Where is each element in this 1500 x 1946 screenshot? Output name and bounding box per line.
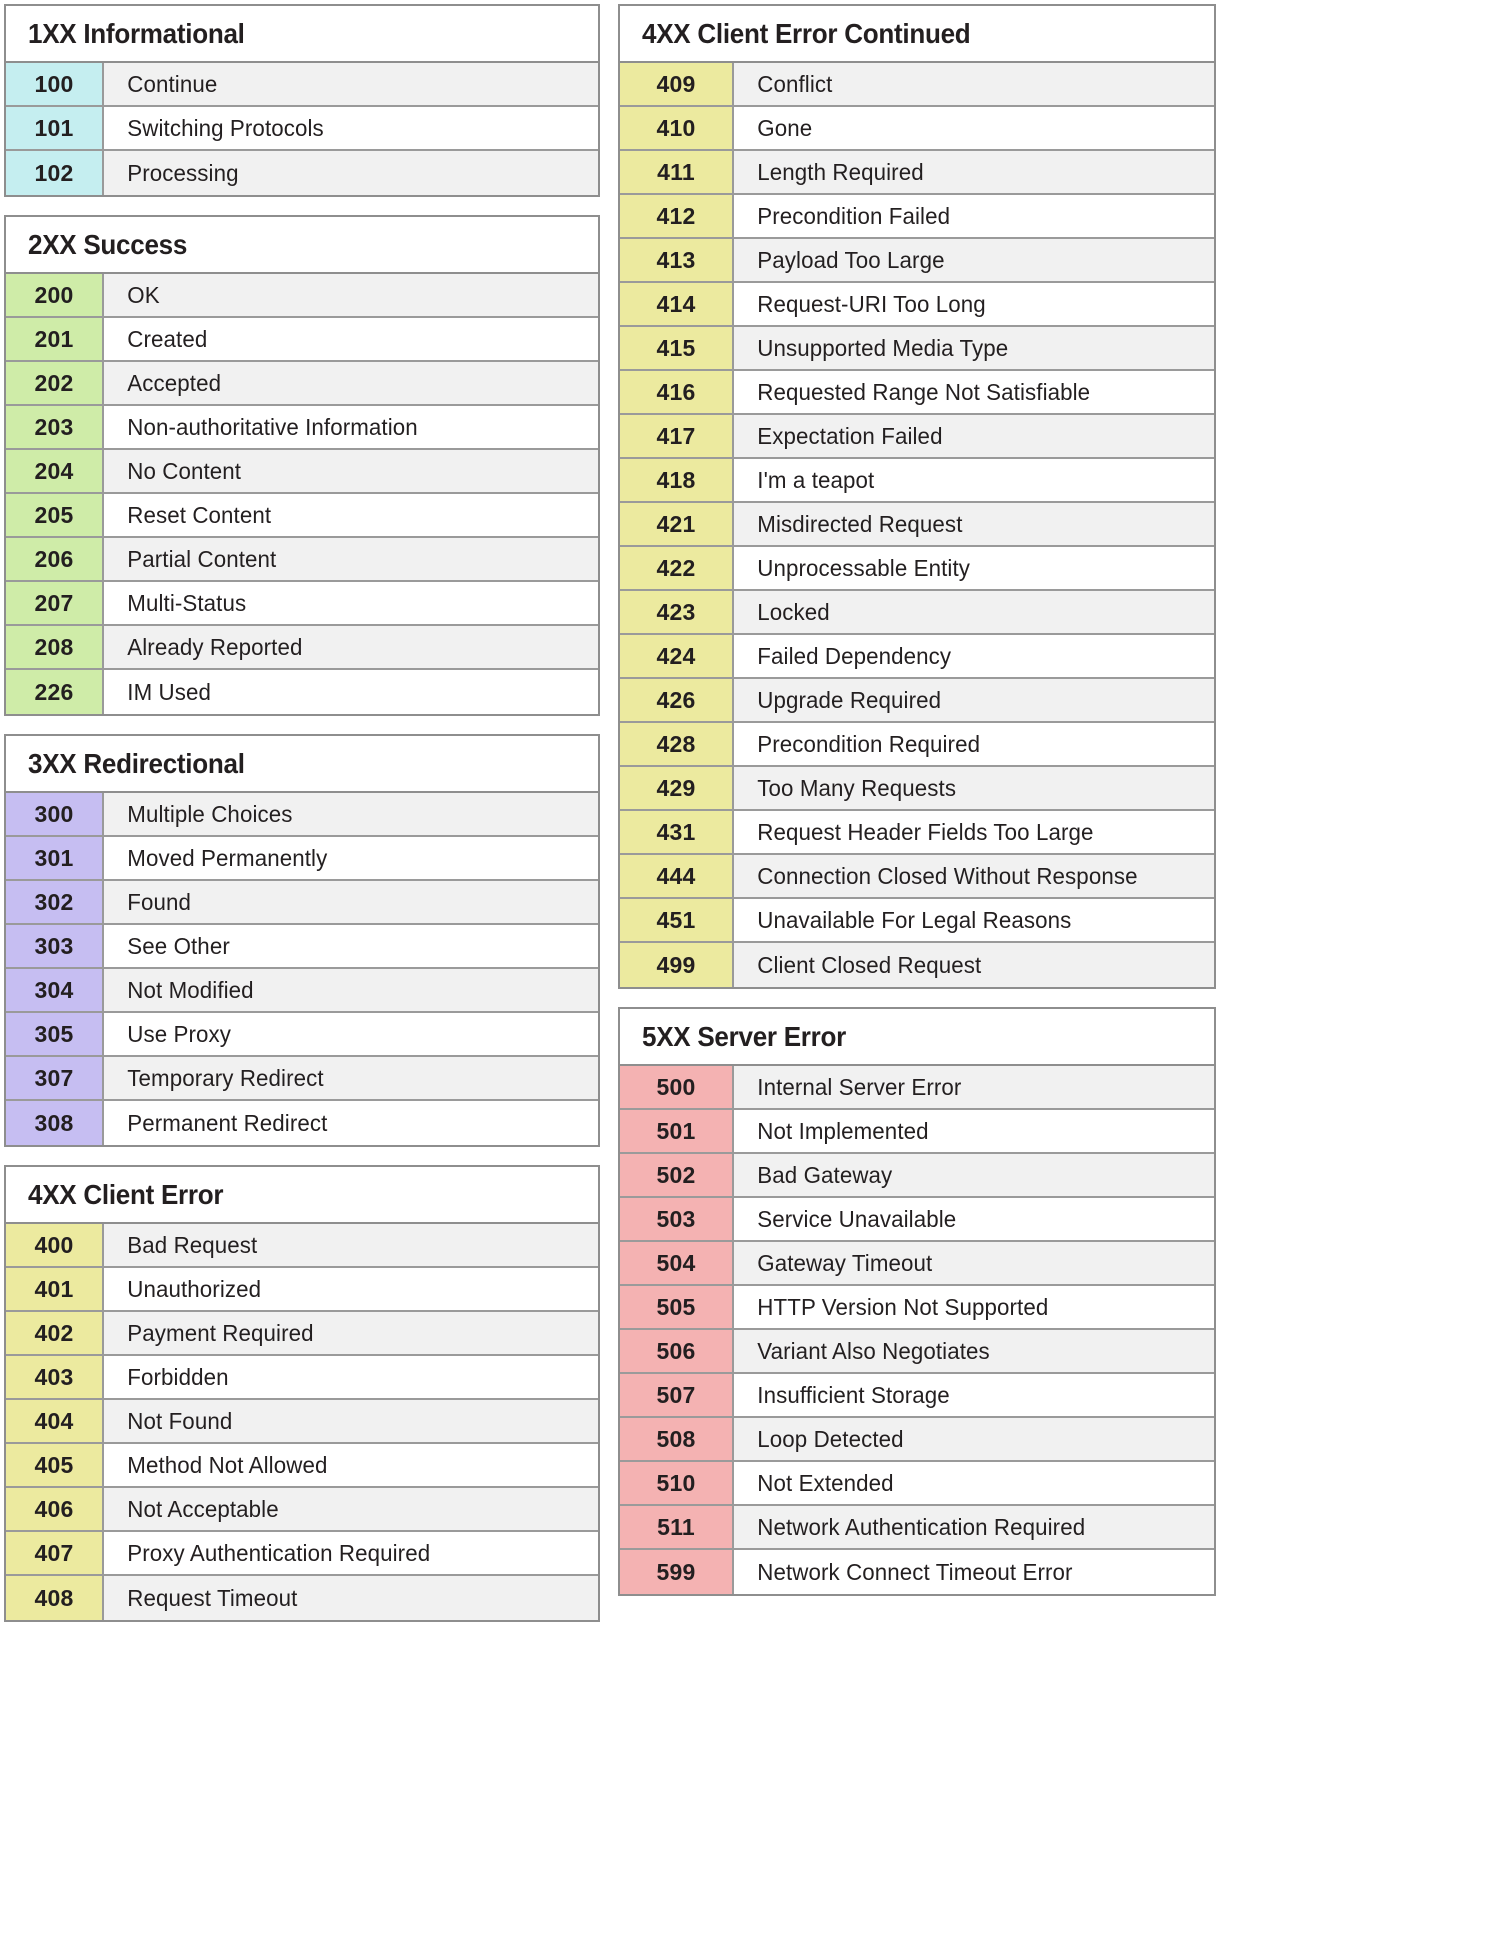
status-label: Proxy Authentication Required: [127, 1539, 431, 1566]
status-label: Already Reported: [127, 633, 303, 660]
status-code: 503: [620, 1198, 734, 1240]
status-row: [620, 459, 1214, 503]
status-label: Payload Too Large: [757, 246, 945, 273]
section-informational: [4, 4, 600, 197]
status-label: Client Closed Request: [757, 951, 982, 978]
section-header-informational: [6, 6, 598, 63]
status-row: [620, 547, 1214, 591]
status-row: [6, 1224, 598, 1268]
status-code: 413: [620, 239, 734, 281]
status-label: Insufficient Storage: [757, 1381, 950, 1408]
status-row: [620, 679, 1214, 723]
status-label: Network Authentication Required: [757, 1513, 1086, 1540]
status-code: 507: [620, 1374, 734, 1416]
status-row: [620, 415, 1214, 459]
status-row: [620, 1154, 1214, 1198]
status-row: [6, 793, 598, 837]
status-row: [6, 494, 598, 538]
status-code: 429: [620, 767, 734, 809]
status-label: Bad Request: [127, 1231, 258, 1258]
status-row: [620, 635, 1214, 679]
status-row: [620, 371, 1214, 415]
status-code: 426: [620, 679, 734, 721]
status-code: 415: [620, 327, 734, 369]
section-header-client-error-continued: [620, 6, 1214, 63]
status-row-list: [6, 1224, 598, 1620]
status-label: IM Used: [127, 678, 212, 705]
status-row: [6, 1444, 598, 1488]
status-row: [6, 837, 598, 881]
status-code: 303: [6, 925, 104, 967]
status-code: 412: [620, 195, 734, 237]
status-label: Multi-Status: [127, 589, 247, 616]
status-label: Created: [127, 325, 208, 352]
status-code: 102: [6, 151, 104, 195]
status-code: 404: [6, 1400, 104, 1442]
status-row: [6, 1532, 598, 1576]
status-row-list: [620, 63, 1214, 987]
status-label: Network Connect Timeout Error: [757, 1558, 1073, 1585]
status-code: 451: [620, 899, 734, 941]
status-code: 423: [620, 591, 734, 633]
status-code: 203: [6, 406, 104, 448]
status-row: [620, 1198, 1214, 1242]
status-code: 205: [6, 494, 104, 536]
status-row: [6, 670, 598, 714]
status-row: [620, 591, 1214, 635]
section-header-success: [6, 217, 598, 274]
status-label: Misdirected Request: [757, 510, 963, 537]
status-label: No Content: [127, 457, 242, 484]
status-label: Locked: [757, 598, 830, 625]
status-code: 201: [6, 318, 104, 360]
status-label: Not Implemented: [757, 1117, 929, 1144]
status-row: [6, 1057, 598, 1101]
status-label: Expectation Failed: [757, 422, 943, 449]
status-row: [6, 318, 598, 362]
section-header-redirectional: [6, 736, 598, 793]
status-row: [620, 1506, 1214, 1550]
status-code: 204: [6, 450, 104, 492]
status-label: Payment Required: [127, 1319, 314, 1346]
status-label: Not Found: [127, 1407, 233, 1434]
status-row: [620, 107, 1214, 151]
status-label: Not Extended: [757, 1469, 894, 1496]
section-header-client-error: [6, 1167, 598, 1224]
status-row: [620, 1066, 1214, 1110]
status-row: [6, 1312, 598, 1356]
status-row-list: [620, 1066, 1214, 1594]
status-row: [620, 239, 1214, 283]
status-code: 599: [620, 1550, 734, 1594]
status-code: 202: [6, 362, 104, 404]
section-title: 4XX Client Error Continued: [642, 18, 971, 49]
status-code: 207: [6, 582, 104, 624]
section-server-error: [618, 1007, 1216, 1596]
status-label: Forbidden: [127, 1363, 229, 1390]
status-row: [620, 1550, 1214, 1594]
status-code: 304: [6, 969, 104, 1011]
status-row: [620, 1242, 1214, 1286]
status-label: Requested Range Not Satisfiable: [757, 378, 1091, 405]
status-row-list: [6, 274, 598, 714]
status-label: Gone: [757, 114, 813, 141]
status-label: Too Many Requests: [757, 774, 957, 801]
status-label: Internal Server Error: [757, 1073, 962, 1100]
status-code: 406: [6, 1488, 104, 1530]
status-label: Processing: [127, 159, 239, 186]
status-code: 407: [6, 1532, 104, 1574]
status-label: Length Required: [757, 158, 924, 185]
status-code: 508: [620, 1418, 734, 1460]
status-label: Precondition Failed: [757, 202, 951, 229]
status-code: 431: [620, 811, 734, 853]
status-label: Unsupported Media Type: [757, 334, 1009, 361]
status-row: [620, 1374, 1214, 1418]
status-row-list: [6, 793, 598, 1145]
status-row: [6, 1101, 598, 1145]
status-code: 409: [620, 63, 734, 105]
status-code: 405: [6, 1444, 104, 1486]
status-label: Request-URI Too Long: [757, 290, 986, 317]
status-label: Unprocessable Entity: [757, 554, 971, 581]
status-label: Method Not Allowed: [127, 1451, 328, 1478]
status-code: 504: [620, 1242, 734, 1284]
status-row: [6, 274, 598, 318]
section-client-error: [4, 1165, 600, 1622]
status-label: Found: [127, 888, 192, 915]
status-label: See Other: [127, 932, 230, 959]
status-code: 422: [620, 547, 734, 589]
status-row: [6, 63, 598, 107]
status-code: 418: [620, 459, 734, 501]
status-row: [620, 1418, 1214, 1462]
status-label: Moved Permanently: [127, 844, 328, 871]
status-row: [620, 503, 1214, 547]
right-column: [618, 4, 1216, 1946]
status-code: 428: [620, 723, 734, 765]
status-row: [620, 1462, 1214, 1506]
status-row: [6, 881, 598, 925]
status-row: [620, 811, 1214, 855]
status-row: [620, 283, 1214, 327]
status-label: OK: [127, 281, 160, 308]
status-row: [620, 855, 1214, 899]
status-label: Connection Closed Without Response: [757, 862, 1138, 889]
status-row: [6, 450, 598, 494]
status-row: [6, 626, 598, 670]
status-label: Service Unavailable: [757, 1205, 957, 1232]
status-label: Accepted: [127, 369, 222, 396]
status-label: Non-authoritative Information: [127, 413, 418, 440]
status-row: [620, 151, 1214, 195]
status-code: 417: [620, 415, 734, 457]
section-title: 3XX Redirectional: [28, 748, 245, 779]
status-row: [620, 1110, 1214, 1154]
status-row: [6, 1400, 598, 1444]
status-code: 302: [6, 881, 104, 923]
status-label: Multiple Choices: [127, 800, 293, 827]
status-code: 499: [620, 943, 734, 987]
status-row: [620, 899, 1214, 943]
status-row: [6, 362, 598, 406]
status-label: Precondition Required: [757, 730, 981, 757]
status-code: 408: [6, 1576, 104, 1620]
status-label: Upgrade Required: [757, 686, 942, 713]
status-label: Unavailable For Legal Reasons: [757, 906, 1072, 933]
status-label: Permanent Redirect: [127, 1109, 328, 1136]
status-row: [620, 767, 1214, 811]
status-label: Not Modified: [127, 976, 254, 1003]
status-row: [620, 327, 1214, 371]
status-row: [6, 1576, 598, 1620]
status-row: [6, 406, 598, 450]
section-redirectional: [4, 734, 600, 1147]
status-row: [6, 925, 598, 969]
status-code: 401: [6, 1268, 104, 1310]
status-code: 101: [6, 107, 104, 149]
section-title: 2XX Success: [28, 229, 188, 260]
status-code: 421: [620, 503, 734, 545]
status-code: 410: [620, 107, 734, 149]
status-label: HTTP Version Not Supported: [757, 1293, 1049, 1320]
status-row: [6, 1356, 598, 1400]
status-code: 403: [6, 1356, 104, 1398]
status-label: Not Acceptable: [127, 1495, 279, 1522]
status-code: 414: [620, 283, 734, 325]
status-label: Continue: [127, 70, 218, 97]
status-code: 100: [6, 63, 104, 105]
status-code: 301: [6, 837, 104, 879]
status-code: 501: [620, 1110, 734, 1152]
status-code: 300: [6, 793, 104, 835]
status-label: Request Timeout: [127, 1584, 298, 1611]
status-label: Bad Gateway: [757, 1161, 893, 1188]
status-code: 411: [620, 151, 734, 193]
status-code: 506: [620, 1330, 734, 1372]
status-row: [6, 582, 598, 626]
status-label: Gateway Timeout: [757, 1249, 933, 1276]
status-label: Failed Dependency: [757, 642, 952, 669]
status-code: 402: [6, 1312, 104, 1354]
status-label: Partial Content: [127, 545, 277, 572]
section-title: 1XX Informational: [28, 18, 245, 49]
status-code: 502: [620, 1154, 734, 1196]
status-code: 510: [620, 1462, 734, 1504]
status-label: Conflict: [757, 70, 833, 97]
status-row: [6, 1488, 598, 1532]
status-code: 505: [620, 1286, 734, 1328]
left-column: [4, 4, 600, 1946]
status-label: Request Header Fields Too Large: [757, 818, 1094, 845]
status-row: [6, 107, 598, 151]
status-code: 307: [6, 1057, 104, 1099]
status-label: Reset Content: [127, 501, 272, 528]
status-code: 511: [620, 1506, 734, 1548]
status-code: 206: [6, 538, 104, 580]
status-label: Unauthorized: [127, 1275, 262, 1302]
status-label: I'm a teapot: [757, 466, 875, 493]
status-label: Loop Detected: [757, 1425, 904, 1452]
status-row: [6, 969, 598, 1013]
status-row: [620, 195, 1214, 239]
status-row: [6, 1013, 598, 1057]
status-row: [620, 943, 1214, 987]
status-label: Variant Also Negotiates: [757, 1337, 990, 1364]
status-row: [620, 723, 1214, 767]
status-code: 305: [6, 1013, 104, 1055]
status-label: Use Proxy: [127, 1020, 232, 1047]
section-header-server-error: [620, 1009, 1214, 1066]
status-row-list: [6, 63, 598, 195]
status-code: 444: [620, 855, 734, 897]
section-title: 4XX Client Error: [28, 1179, 224, 1210]
status-code: 308: [6, 1101, 104, 1145]
status-row: [6, 1268, 598, 1312]
status-label: Switching Protocols: [127, 114, 324, 141]
status-row: [620, 63, 1214, 107]
status-code: 200: [6, 274, 104, 316]
status-code: 424: [620, 635, 734, 677]
status-code: 416: [620, 371, 734, 413]
status-row: [6, 538, 598, 582]
status-code: 226: [6, 670, 104, 714]
status-row: [6, 151, 598, 195]
status-row: [620, 1330, 1214, 1374]
status-row: [620, 1286, 1214, 1330]
status-code: 208: [6, 626, 104, 668]
status-label: Temporary Redirect: [127, 1064, 324, 1091]
status-code: 400: [6, 1224, 104, 1266]
status-code: 500: [620, 1066, 734, 1108]
section-title: 5XX Server Error: [642, 1021, 846, 1052]
section-success: [4, 215, 600, 716]
section-client-error-continued: [618, 4, 1216, 989]
